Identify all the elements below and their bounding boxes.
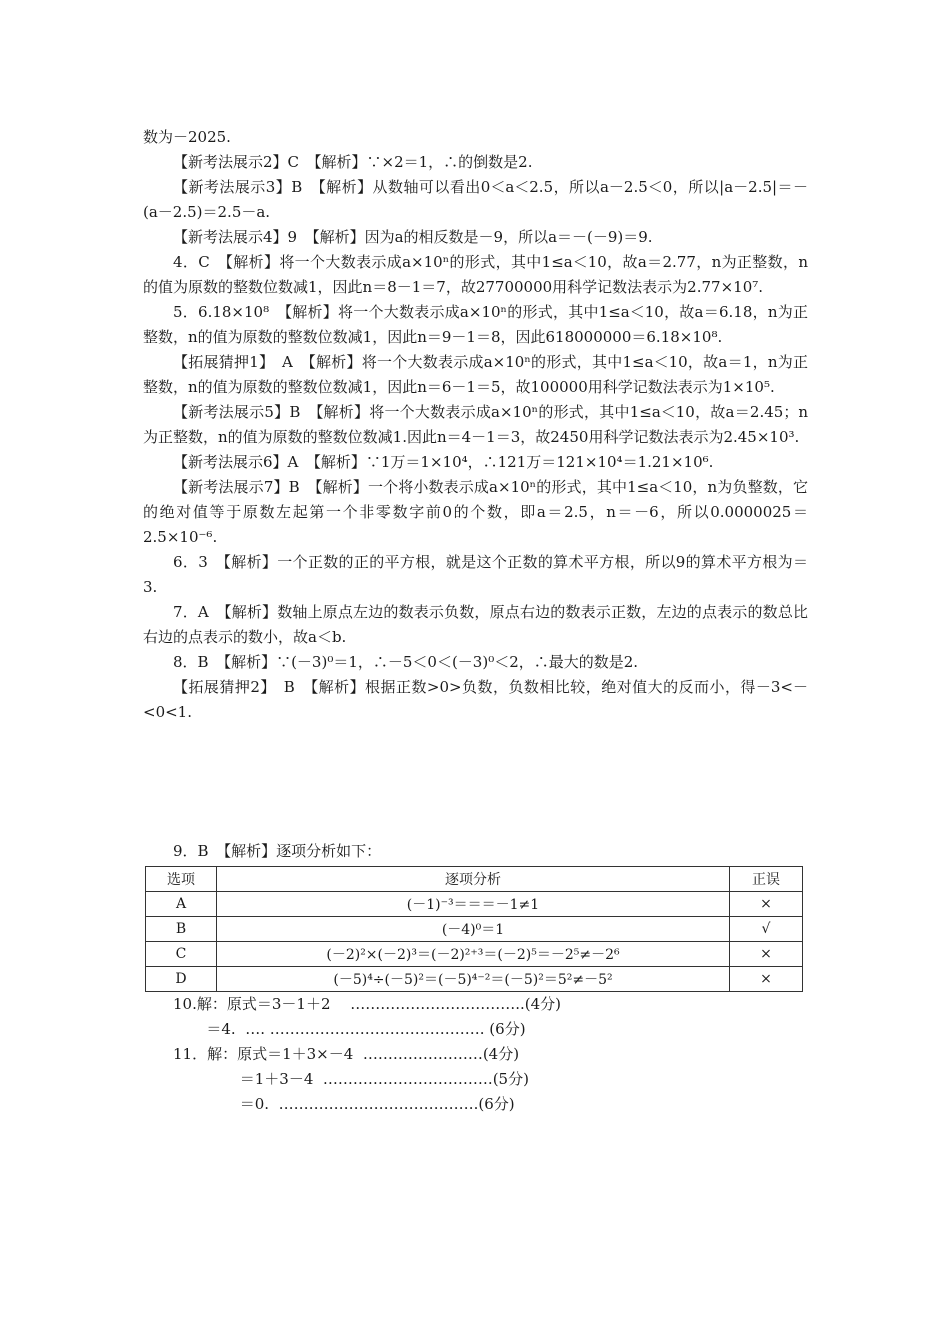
option-cell: B (146, 917, 217, 942)
paragraph: 【新考法展示5】B 【解析】将一个大数表示成a×10ⁿ的形式，其中1≤a＜10，故a＝2.45；n为正整数，n的值为原数的整数位数减1.因此n＝4－1＝3，故2450用科学记数法表示为2.45×10³. (143, 403, 808, 446)
analysis-cell: (－5)⁴÷(－5)²＝(－5)⁴⁻²＝(－5)²＝5²≠－5² (217, 967, 730, 992)
result-cell: × (730, 942, 803, 967)
paragraph: 7．A 【解析】数轴上原点左边的数表示负数，原点右边的数表示正数，左边的点表示的数总比右边的点表示的数小，故a＜b. (143, 603, 808, 646)
analysis-cell: (－1)⁻³＝＝＝－1≠1 (217, 892, 730, 917)
paragraph: 数为－2025. (143, 128, 231, 146)
document-body (143, 125, 808, 1117)
table-row (146, 892, 803, 917)
option-cell: D (146, 967, 217, 992)
q10-line-1: 10.解：原式＝3－1＋2 ……………………………..(4分) (173, 995, 562, 1013)
paragraph: 【新考法展示2】C 【解析】∵×2＝1，∴的倒数是2. (173, 153, 533, 171)
analysis-cell: (－4)⁰＝1 (217, 917, 730, 942)
q10-line-2: ＝4. …. ……………………………………. (6分) (173, 1020, 526, 1038)
table-row (146, 967, 803, 992)
paragraph: 6．3 【解析】一个正数的正的平方根，就是这个正数的算术平方根，所以9的算术平方根为＝3. (143, 553, 808, 596)
paragraph: 【拓展猜押1】 A 【解析】将一个大数表示成a×10ⁿ的形式，其中1≤a＜10，故a＝1，n为正整数，n的值为原数的整数位数减1，因此n＝6－1＝5，故100000用科学记数法表示为1×10⁵. (143, 353, 808, 396)
option-cell: A (146, 892, 217, 917)
paragraph: 8．B 【解析】∵(－3)⁰＝1，∴－5＜0＜(－3)⁰＜2，∴最大的数是2. (173, 653, 639, 671)
analysis-cell: (－2)²×(－2)³＝(－2)²⁺³＝(－2)⁵＝－2⁵≠－2⁶ (217, 942, 730, 967)
paragraph: 【拓展猜押2】 B 【解析】根据正数>0>负数，负数相比较，绝对值大的反而小，得－3<－<0<1. (143, 678, 808, 721)
paragraph: 【新考法展示4】9 【解析】因为a的相反数是－9，所以a＝－(－9)＝9. (173, 228, 653, 246)
paragraph: 5．6.18×10⁸ 【解析】将一个大数表示成a×10ⁿ的形式，其中1≤a＜10，故a＝6.18，n为正整数，n的值为原数的整数位数减1，因此n＝9－1＝8，因此618000000＝6.18×10⁸. (143, 303, 808, 346)
header-option: 选项 (146, 867, 217, 892)
solution-paragraphs (143, 125, 808, 725)
table-row (146, 942, 803, 967)
q11-line-3: ＝0. ………………………………….(6分) (173, 1095, 515, 1113)
result-cell: × (730, 967, 803, 992)
option-cell: C (146, 942, 217, 967)
paragraph: 【新考法展示6】A 【解析】∵1万＝1×10⁴，∴121万＝121×10⁴＝1.21×10⁶. (173, 453, 714, 471)
paragraph: 【新考法展示7】B 【解析】一个将小数表示成a×10ⁿ的形式，其中1≤a＜10，n为负整数，它的绝对值等于原数左起第一个非零数字前0的个数，即a＝2.5，n＝－6，所以0.0000025＝2.5×10⁻⁶. (143, 478, 808, 546)
header-analysis: 逐项分析 (217, 867, 730, 892)
result-cell: × (730, 892, 803, 917)
q11-line-2: ＝1＋3－4 …………………………….(5分) (173, 1070, 529, 1088)
header-result: 正误 (730, 867, 803, 892)
analysis-table (145, 866, 803, 992)
paragraph: 4．C 【解析】将一个大数表示成a×10ⁿ的形式，其中1≤a＜10，故a＝2.77，n为正整数，n的值为原数的整数位数减1，因此n＝8－1＝7，故27700000用科学记数法表示为2.77×10⁷. (143, 253, 808, 296)
table-row (146, 917, 803, 942)
blank-space (143, 725, 808, 839)
paragraph: 【新考法展示3】B 【解析】从数轴可以看出0＜a＜2.5，所以a－2.5＜0，所以|a－2.5|＝－(a－2.5)＝2.5－a. (143, 178, 808, 221)
q9-intro: 9．B 【解析】逐项分析如下： (173, 842, 382, 860)
q11-line-1: 11．解：原式＝1＋3×－4 ……………………(4分) (173, 1045, 520, 1063)
table-header-row (146, 867, 803, 892)
result-cell: √ (730, 917, 803, 942)
q11-solution (143, 1042, 808, 1117)
q10-solution (143, 992, 808, 1042)
